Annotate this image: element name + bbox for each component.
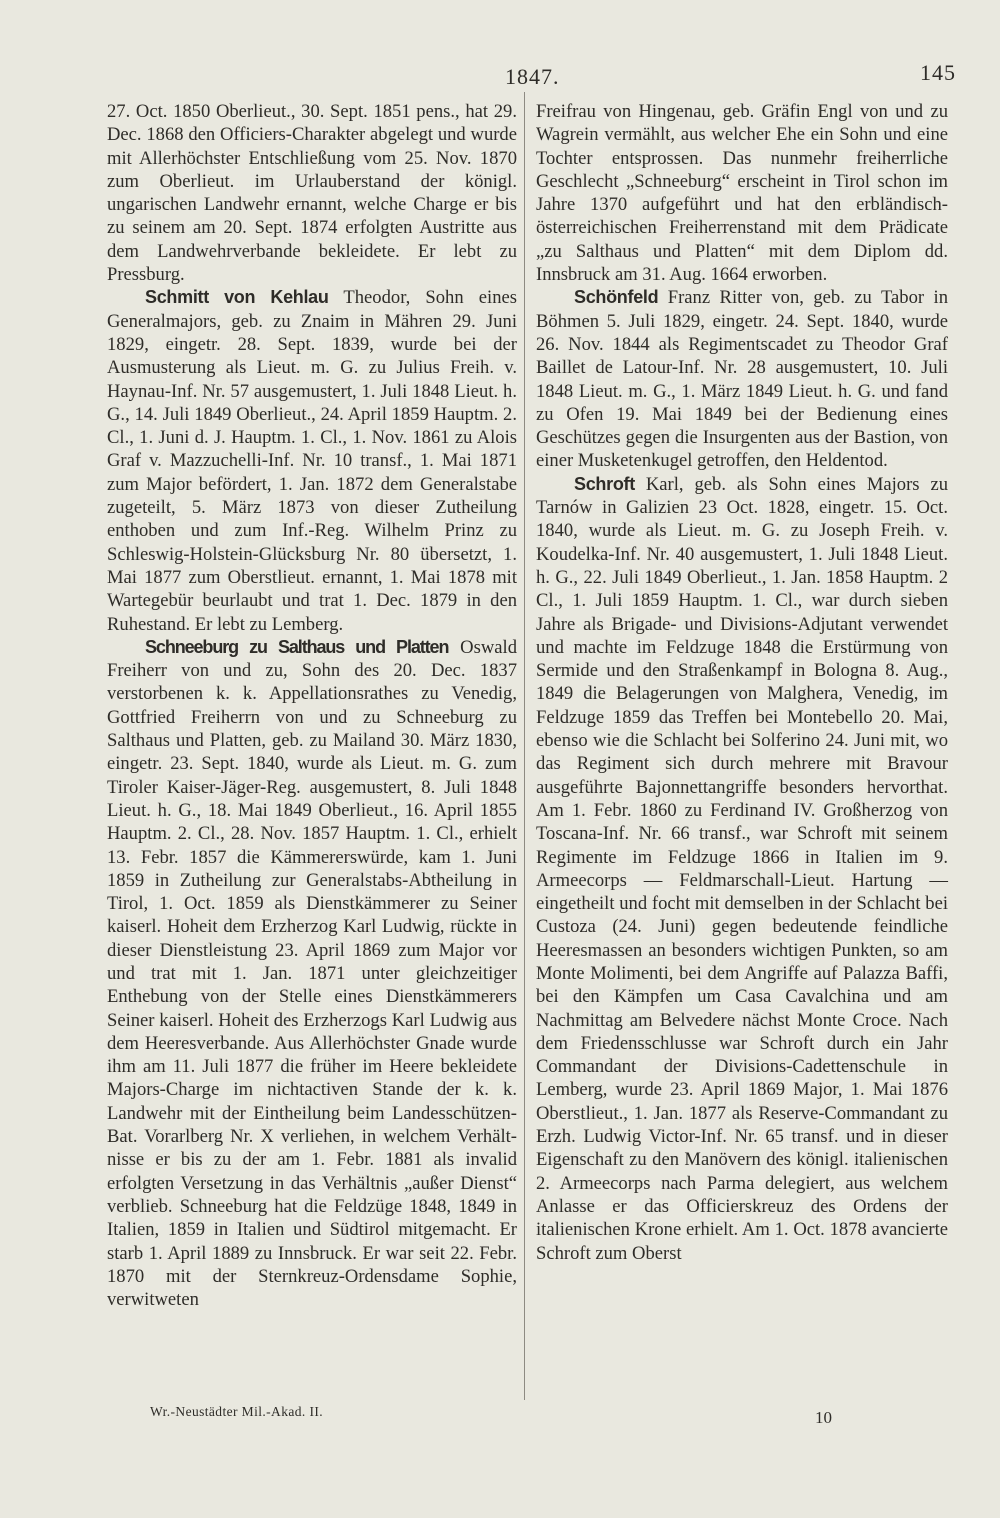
- entry-continuation-text: 27. Oct. 1850 Oberlieut., 30. Sept. 1851 pens., hat 29. Dec. 1868 den Officiers-Charakter abgelegt und wurde mit Allerhöchster Entschließung vom 25. Nov. 1870 zum Oberlieut. im Urlauberstand der königl. ungarischen Landwehr ernannt, welche Charge er bis zu seinem am 20. Sept. 1874 erfolgten Austritte aus dem Landwehrverbande bekleidete. Er lebt zu Pressburg.: [107, 101, 517, 286]
- entry-name: Schönfeld: [574, 287, 659, 308]
- entry-name: Schneeburg zu Salthaus und Platten: [145, 636, 449, 657]
- entry-text: Karl, geb. als Sohn eines Majors zu Tarnów in Galizien 23 Oct. 1828, eingetr. 15. Oct. 1840, wurde als Lieut. m. G. zu Joseph Freih. v. Koudelka-Inf. Nr. 40 ausgemustert, 1. Juli 1848 Lieut. h. G., 22. Juli 1849 Oberlieut., 1. Jan. 1858 Hauptm. 2 Cl., 1. Juli 1859 Hauptm. 1. Cl., war durch sieben Jahre als Brigade- und Divisions-Adjutant verwendet und machte im Feldzuge 1848 die Erstürmung von Sermide und den Straßenkampf in Bologna 8. Aug., 1849 die Belagerungen von Malghera, Venedig, im Feldzuge 1859 das Treffen bei Montebello 20. Mai, ebenso wie die Schlacht bei Solferino 24. Juni mit, wo das Regiment sich durch mehrere mit Bravour ausgeführte Bajonnettangriffe besonders hervorthat. Am 1. Febr. 1860 zu Ferdinand IV. Großherzog von Toscana-Inf. Nr. 66 transf., war Schroft mit seinem Regimente im Feldzuge 1866 in Italien im 9. Armeecorps — Feldmarschall-Lieut. Hartung — eingetheilt und focht mit demselben in der Schlacht bei Custoza (24. Juni) gegen bedeutende feindliche Heeresmassen an besonders wichtigen Punkten, so am Monte Molimenti, bei dem Angriffe auf Palazza Baffi, bei den Kämpfen um Casa Cavalchina und am Nachmittag am Belvedere nächst Monte Croce. Nach dem Friedensschlusse war Schroft durch ein Jahr Commandant der Divisions-Cadettenschule in Lemberg, wurde 23. April 1869 Major, 1. Mai 1876 Oberstlieut., 1. Jan. 1877 als Reserve-Commandant zu Erzh. Ludwig Victor-Inf. Nr. 65 transf. und in dieser Eigenschaft zu den Manövern des königl. italienischen 2. Armeecorps nach Parma delegiert, aus welchem Anlasse er das Officierskreuz des Ordens der italienischen Krone erhielt. Am 1. Oct. 1878 avancierte Schroft zum Oberst: [536, 473, 948, 1264]
- entry-schoenfeld: [536, 286, 948, 472]
- entry-text: Oswald Freiherr von und zu, Sohn des 20. Dec. 1837 verstorbenen k. k. Appellationsrathes zu Venedig, Gottfried Freiherrn von und zu Schneeburg zu Salthaus und Platten, geb. zu Mailand 30. März 1830, eingetr. 23. Sept. 1840, wurde als Lieut. m. G. zum Tiroler Kaiser-Jäger-Reg. ausgemustert, 8. Juli 1848 Lieut. h. G., 18. Mai 1849 Oberlieut., 16. April 1855 Hauptm. 2. Cl., 28. Nov. 1857 Hauptm. 1. Cl., erhielt 13. Febr. 1857 die Kämmererswürde, kam 1. Juni 1859 in Zutheilung zur Generalstabs-Abtheilung in Tirol, 1. Oct. 1859 als Dienstkämmerer zu Seiner kaiserl. Hoheit dem Erzherzog Karl Ludwig, rückte in dieser Dienstleistung 23. April 1869 zum Major vor und trat mit 1. Jan. 1871 unter gleichzeitiger Enthebung von der Stelle eines Dienstkämmerers Seiner kaiserl. Hoheit des Erzherzogs Karl Ludwig aus dem Heeresverbande. Aus Allerhöchster Gnade wurde ihm am 11. Juli 1877 die früher im Heere bekleidete Majors-Charge im nichtactiven Stande der k. k. Landwehr mit der Eintheilung beim Landesschützen-Bat. Vorarlberg Nr. X verliehen, in welchem Verhältnisse er bis zu der am 1. Febr. 1881 als invalid erfolgten Versetzung in das Verhältnis „außer Dienst“ verblieb. Schneeburg hat die Feldzüge 1848, 1849 in Italien, 1859 in Italien und Südtirol mitgemacht. Er starb 1. April 1889 zu Innsbruck. Er war seit 22. Febr. 1870 mit der Sternkreuz-Ordensdame Sophie, verwitweten: [107, 636, 517, 1311]
- entry-name: Schmitt von Kehlau: [145, 287, 329, 308]
- entry-continuation-text: Freifrau von Hingenau, geb. Gräfin Engl von und zu Wagrein vermählt, aus welcher Ehe ein Sohn und eine Tochter entsprossen. Das nunmehr freiherrliche Geschlecht „Schneeburg“ erscheint in Tirol schon im Jahre 1370 aufgeführt und hat den erbländisch-österreichischen Freiherrenstand mit dem Prädicate „zu Salthaus und Platten“ mit dem Diplom dd. Innsbruck am 31. Aug. 1664 erworben.: [536, 101, 948, 286]
- page-header: [0, 60, 1000, 90]
- entry-schneeburg: [107, 636, 517, 1312]
- page-number: 145: [920, 60, 956, 85]
- running-head-year: 1847.: [505, 64, 560, 89]
- entry-text: Franz Ritter von, geb. zu Tabor in Böhmen 5. Juli 1829, eingetr. 24. Sept. 1840, wurde 26. Nov. 1844 als Regimentscadet zu Theodor Graf Baillet de Latour-Inf. Nr. 28 ausgemustert, 10. Juli 1848 Lieut. m. G., 1. März 1849 Lieut. h. G. und fand zu Ofen 19. Mai 1849 bei der Bedienung eines Geschützes gegen die Insurgenten aus der Bastion, von einer Musketenkugel getroffen, den Heldentod.: [536, 287, 948, 472]
- column-divider: [524, 92, 525, 1400]
- entry-name: Schroft: [574, 473, 635, 494]
- entry-schmitt-von-kehlau: [107, 286, 517, 635]
- entry-text: Theodor, Sohn eines Generalmajors, geb. zu Znaim in Mähren 29. Juni 1829, eingetr. 28. Sept. 1839, wurde bei der Ausmusterung als Lieut. m. G. zu Julius Freih. v. Haynau-Inf. Nr. 57 ausgemustert, 1. Juli 1848 Lieut. h. G., 14. Juli 1849 Oberlieut., 24. April 1859 Hauptm. 2. Cl., 1. Juni d. J. Hauptm. 1. Cl., 1. Nov. 1861 zu Alois Graf v. Mazzuchelli-Inf. Nr. 10 transf., 1. Mai 1871 zum Major befördert, 1. Jan. 1872 dem Generalstabe zugeteilt, 5. März 1873 von dieser Zutheilung enthoben und zum Inf.-Reg. Wilhelm Prinz zu Schleswig-Holstein-Glücksburg Nr. 80 übersetzt, 1. Mai 1877 zum Oberstlieut. ernannt, 1. Mai 1878 mit Wartegebür beurlaubt und trat 1. Dec. 1879 in den Ruhestand. Er lebt zu Lemberg.: [107, 287, 517, 635]
- entry-schroft: [536, 473, 948, 1265]
- signature-mark: 10: [815, 1408, 832, 1427]
- left-column: [107, 100, 517, 1311]
- right-column: [536, 100, 948, 1265]
- printer-imprint: Wr.-Neustädter Mil.-Akad. II.: [150, 1404, 324, 1419]
